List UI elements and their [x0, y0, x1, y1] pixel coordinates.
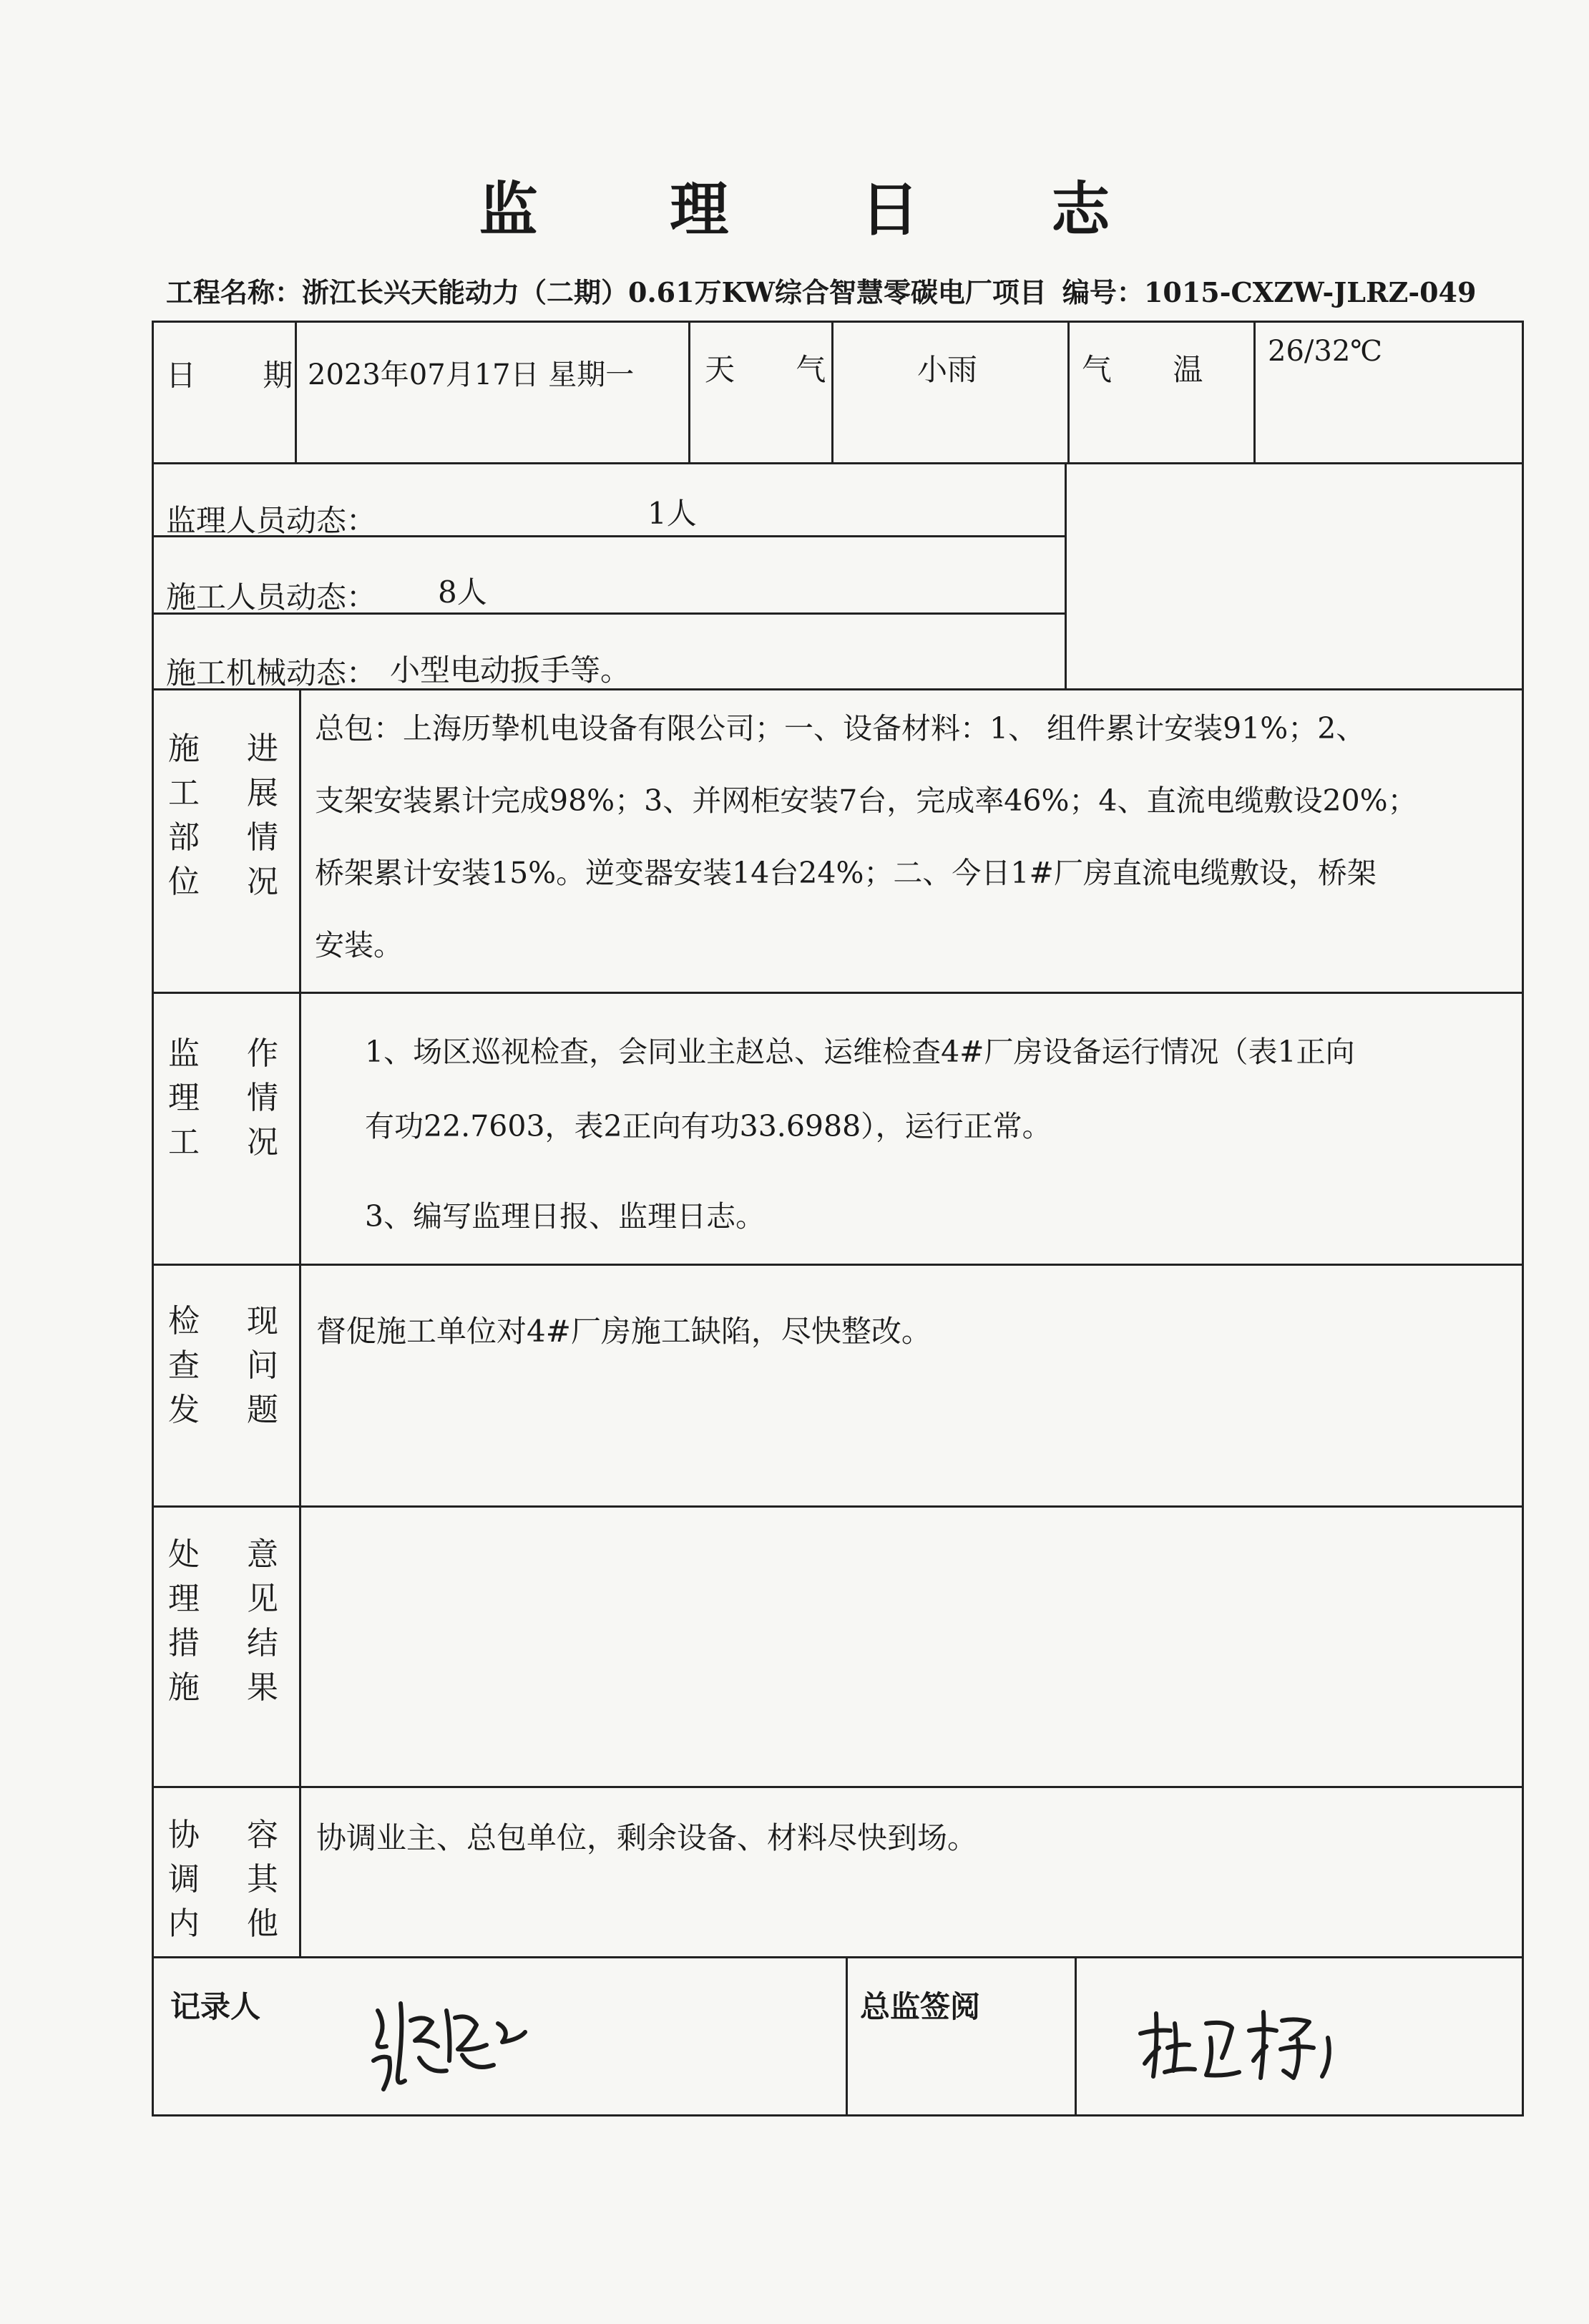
construction-staff-label: 施工人员动态：: [166, 580, 377, 615]
chief-signature: [1135, 2002, 1349, 2088]
supervisor-staff-label: 监理人员动态：: [166, 503, 377, 538]
progress-label: 施 进 工 展 部 情 位 况: [168, 731, 278, 900]
work-text: 1、场区巡视检查，会同业主赵总、运维检查4#厂房设备运行情况（表1正向 有功22.7603，表2正向有功33.6988），运行正常。 3、编写监理日报、监理日志。: [365, 1035, 1355, 1234]
project-name: 浙江长兴天能动力（二期）0.61万KW综合智慧零碳电厂项目: [302, 276, 1047, 308]
handling-label: 处 意 理 见 措 结 施 果: [168, 1536, 278, 1706]
project-line: [166, 270, 1525, 310]
construction-staff-count: 8人: [438, 575, 487, 610]
weather-value: 小雨: [917, 352, 978, 387]
machinery-value: 小型电动扳手等。: [390, 653, 631, 688]
date-value: 2023年07月17日 星期一: [308, 358, 635, 391]
weather-label: 天 气: [705, 352, 852, 387]
date-label: 日 期: [166, 358, 322, 393]
coordination-label: 协 容 调 其 内 他: [168, 1817, 278, 1942]
document-code: 1015-CXZW-JLRZ-049: [1143, 276, 1477, 308]
project-name-label: 工程名称：: [166, 276, 303, 308]
temp-label: 气 温: [1082, 352, 1229, 387]
issues-label: 检 现 查 问 发 题: [168, 1303, 278, 1428]
coordination-text: 协调业主、总包单位，剩余设备、材料尽快到场。: [316, 1820, 978, 1855]
progress-text: 总包：上海历挚机电设备有限公司；一、设备材料：1、 组件累计安装91%；2、 支架安装累计完成98%；3、并网柜安装7台，完成率46%；4、直流电缆敷设20%； 桥架累计安装15%。逆变器安装14台24%；二、今日1#厂房直流电缆敷设，桥架 安装。: [315, 711, 1417, 962]
recorder-label: 记录人: [170, 1989, 261, 2024]
chief-label: 总监签阅: [860, 1989, 981, 2024]
code-label: 编号：: [1062, 276, 1144, 308]
machinery-label: 施工机械动态：: [166, 655, 377, 690]
document-title: 监 理 日 志: [479, 175, 1166, 244]
supervisor-staff-count: 1人: [647, 496, 697, 531]
work-label: 监 作 理 情 工 况: [168, 1035, 278, 1161]
recorder-signature: [358, 1989, 529, 2096]
issues-text: 督促施工单位对4#厂房施工缺陷，尽快整改。: [316, 1314, 932, 1349]
temp-value: 26/32℃: [1268, 335, 1383, 368]
